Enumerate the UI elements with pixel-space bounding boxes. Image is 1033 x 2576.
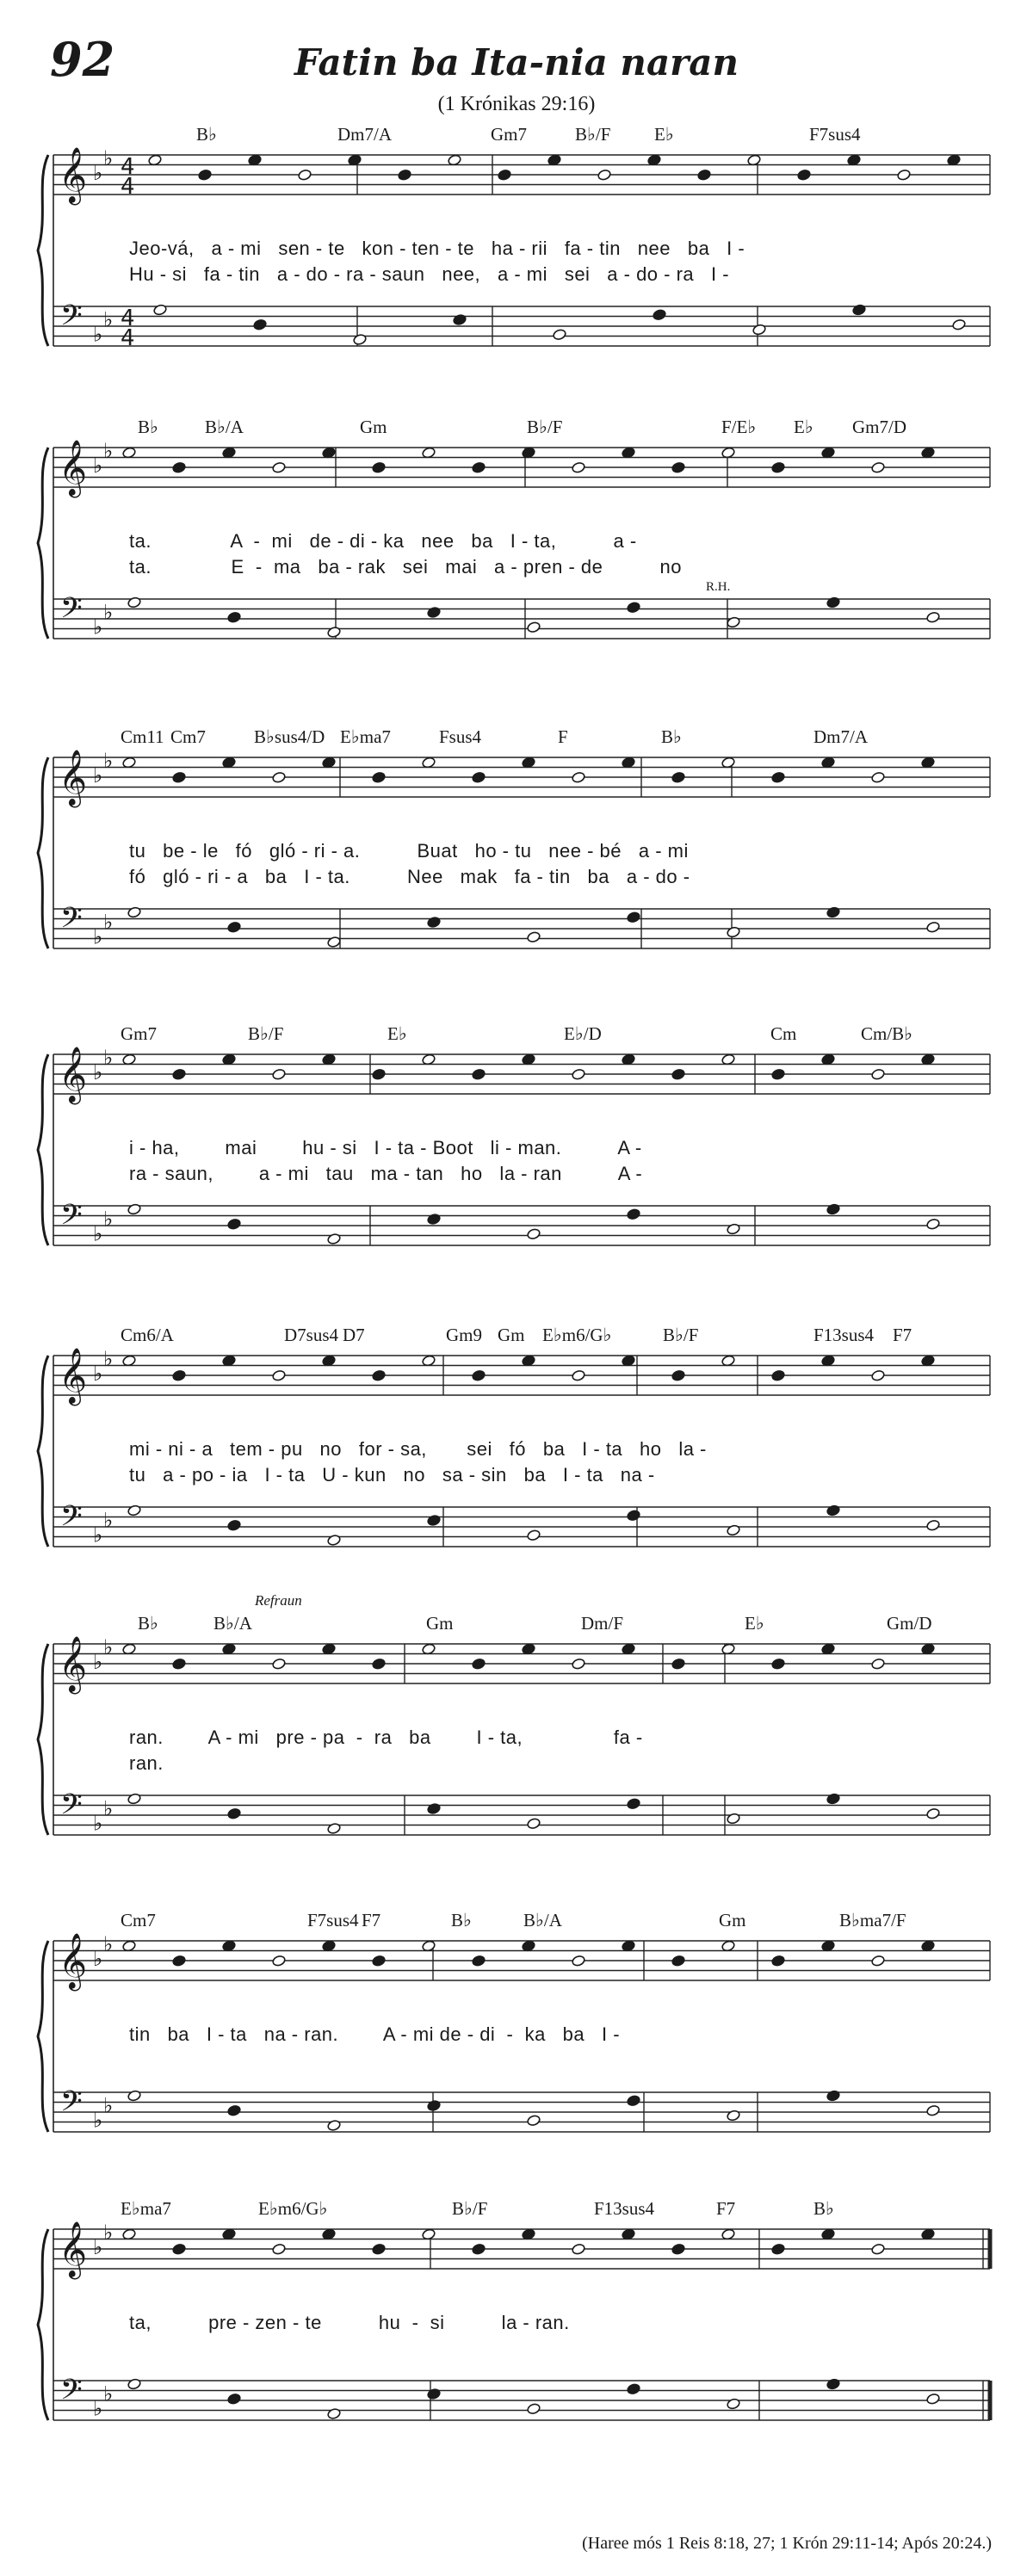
note-head xyxy=(926,2393,941,2405)
note-head xyxy=(553,329,567,341)
chord-symbol: Gm9 xyxy=(446,1325,482,1345)
note-head xyxy=(627,1208,641,1220)
bass-clef-icon: 𝄢 xyxy=(60,1788,83,1828)
note-head xyxy=(627,602,641,614)
key-flat-icon: ♭ xyxy=(103,438,114,463)
note-head xyxy=(826,906,841,918)
music-system xyxy=(0,1325,1033,1631)
note-head xyxy=(771,771,786,783)
note-head xyxy=(272,2243,287,2255)
key-flat-icon: ♭ xyxy=(93,2108,103,2133)
note-head xyxy=(897,169,912,181)
key-flat-icon: ♭ xyxy=(93,1060,103,1084)
chord-symbol: F13sus4 xyxy=(594,2198,655,2219)
note-head xyxy=(926,1807,941,1819)
brace xyxy=(38,757,48,948)
chord-symbol: Gm7 xyxy=(121,1023,157,1044)
note-head xyxy=(871,2243,886,2255)
brace xyxy=(38,1054,48,1245)
chord-symbol: F13sus4 xyxy=(813,1325,875,1345)
note-head xyxy=(327,1534,342,1546)
note-head xyxy=(926,1218,941,1230)
note-head xyxy=(372,1369,387,1381)
note-head xyxy=(671,1658,686,1670)
note-head xyxy=(572,2243,586,2255)
note-head xyxy=(727,926,741,938)
lyric-line-2: tu a - po - ia I - ta U - kun no sa - sin ba I - ta na - xyxy=(129,1464,655,1486)
note-head xyxy=(372,1068,387,1080)
brace xyxy=(38,1356,48,1547)
lyric-line-1: ran. A - mi pre - pa - ra ba I - ta, fa - xyxy=(129,1727,643,1748)
lyric-line-1: tin ba I - ta na - ran. A - mi de - di - ka ba I - xyxy=(129,2023,621,2045)
time-signature-bottom: 4 xyxy=(121,325,135,351)
bass-clef-icon: 𝄢 xyxy=(60,902,83,942)
note-head xyxy=(327,2119,342,2131)
chord-symbol: F/E♭ xyxy=(721,417,757,437)
brace xyxy=(38,2229,48,2420)
note-head xyxy=(327,936,342,948)
key-flat-icon: ♭ xyxy=(93,763,103,788)
chord-symbol: B♭sus4/D xyxy=(254,726,325,747)
song-title: Fatin ba Ita-nia naran xyxy=(294,41,739,83)
chord-symbol: B♭/F xyxy=(663,1325,699,1345)
treble-clef-icon: 𝄞 xyxy=(59,1933,88,1989)
chord-symbol: Cm7 xyxy=(121,1910,156,1930)
staff-system-graphic xyxy=(0,1915,1033,2199)
staff-system-graphic xyxy=(0,2203,1033,2487)
note-head xyxy=(671,771,686,783)
note-head xyxy=(653,309,667,321)
note-head xyxy=(498,169,512,181)
note-head xyxy=(272,1658,287,1670)
chord-symbol: Dm/F xyxy=(581,1613,624,1634)
chord-symbol: E♭ xyxy=(387,1023,407,1044)
note-head xyxy=(527,1228,541,1240)
note-head xyxy=(398,169,412,181)
key-flat-icon: ♭ xyxy=(93,1650,103,1674)
chord-symbol: Cm6/A xyxy=(121,1325,174,1345)
chord-symbol: Gm/D xyxy=(887,1613,932,1634)
note-head xyxy=(472,1955,486,1967)
music-system xyxy=(0,1592,1033,1919)
key-flat-icon: ♭ xyxy=(93,1523,103,1547)
note-head xyxy=(272,1068,287,1080)
time-signature-bottom: 4 xyxy=(121,174,135,200)
key-flat-icon: ♭ xyxy=(103,1207,114,1232)
note-head xyxy=(427,2388,442,2400)
note-head xyxy=(172,2243,187,2255)
key-flat-icon: ♭ xyxy=(103,1931,114,1956)
chord-symbol: E♭ xyxy=(654,124,674,145)
note-head xyxy=(327,2407,342,2419)
chord-symbol: E♭ xyxy=(745,1613,764,1634)
lyric-line-2: fó gló - ri - a ba I - ta. Nee mak fa - tin ba a - do - xyxy=(129,866,690,887)
chord-symbol: E♭ xyxy=(794,417,813,437)
note-head xyxy=(871,461,886,473)
chord-symbol: Fsus4 xyxy=(439,726,482,747)
note-head xyxy=(172,1955,187,1967)
note-head xyxy=(127,906,142,918)
lyric-line-1: Jeo-vá, a - mi sen - te kon - ten - te ha - rii fa - tin nee ba I - xyxy=(129,238,745,259)
brace xyxy=(38,155,48,346)
note-head xyxy=(727,2398,741,2410)
scripture-reference: (1 Krónikas 29:16) xyxy=(437,93,596,115)
note-head xyxy=(527,621,541,633)
lyric-line-1: tu be - le fó gló - ri - a. Buat ho - tu nee - bé a - mi xyxy=(129,840,689,862)
note-head xyxy=(871,1369,886,1381)
note-head xyxy=(727,1524,741,1536)
note-head xyxy=(427,1514,442,1526)
key-flat-icon: ♭ xyxy=(103,910,114,935)
note-head xyxy=(272,771,287,783)
note-head xyxy=(572,1955,586,1967)
note-head xyxy=(727,1223,741,1235)
chord-symbol: E♭m6/G♭ xyxy=(542,1325,612,1345)
lyric-line-2: Hu - si fa - tin a - do - ra - saun nee, a - mi sei a - do - ra I - xyxy=(129,263,730,285)
key-flat-icon: ♭ xyxy=(93,1811,103,1836)
chord-symbol: E♭m6/G♭ xyxy=(258,2198,328,2219)
key-flat-icon: ♭ xyxy=(103,1346,114,1371)
music-system xyxy=(0,124,1033,430)
note-head xyxy=(527,2115,541,2127)
note-head xyxy=(227,1807,242,1819)
note-head xyxy=(926,611,941,623)
chord-symbol: B♭/F xyxy=(527,417,563,437)
note-head xyxy=(427,606,442,618)
note-head xyxy=(797,169,812,181)
note-head xyxy=(227,2104,242,2116)
lyric-line-2: ta. E - ma ba - rak sei mai a - pren - de no xyxy=(129,556,682,578)
note-head xyxy=(127,2090,142,2102)
key-flat-icon: ♭ xyxy=(93,2396,103,2421)
chord-symbol: Gm xyxy=(498,1325,525,1345)
chord-symbol: F7 xyxy=(362,1910,381,1930)
key-flat-icon: ♭ xyxy=(93,1947,103,1971)
chord-symbol: Gm7/D xyxy=(852,417,906,437)
chord-symbol: Gm xyxy=(426,1613,454,1634)
note-head xyxy=(727,616,741,628)
key-flat-icon: ♭ xyxy=(103,748,114,773)
note-head xyxy=(172,1658,187,1670)
chord-symbol: B♭ xyxy=(138,417,158,437)
chord-symbol: Gm xyxy=(719,1910,746,1930)
chord-symbol: B♭/F xyxy=(575,124,611,145)
note-head xyxy=(172,771,187,783)
note-head xyxy=(372,771,387,783)
note-head xyxy=(298,169,312,181)
note-head xyxy=(826,596,841,608)
chord-symbol: B♭ xyxy=(813,2198,834,2219)
note-head xyxy=(372,1658,387,1670)
note-head xyxy=(153,304,168,316)
note-head xyxy=(427,2099,442,2111)
music-system xyxy=(0,2198,1033,2505)
key-flat-icon: ♭ xyxy=(93,1362,103,1386)
key-flat-icon: ♭ xyxy=(93,1221,103,1246)
key-flat-icon: ♭ xyxy=(103,2381,114,2406)
note-head xyxy=(372,2243,387,2255)
treble-clef-icon: 𝄞 xyxy=(59,1348,88,1404)
note-head xyxy=(597,169,612,181)
key-flat-icon: ♭ xyxy=(93,615,103,639)
note-head xyxy=(372,461,387,473)
note-head xyxy=(472,771,486,783)
key-flat-icon: ♭ xyxy=(103,1508,114,1533)
note-head xyxy=(272,461,287,473)
note-head xyxy=(172,1369,187,1381)
note-head xyxy=(253,318,268,330)
note-head xyxy=(227,2393,242,2405)
note-head xyxy=(671,1955,686,1967)
note-head xyxy=(327,626,342,638)
key-flat-icon: ♭ xyxy=(103,145,114,170)
note-head xyxy=(926,921,941,933)
note-head xyxy=(826,1203,841,1215)
key-flat-icon: ♭ xyxy=(93,924,103,949)
note-head xyxy=(572,1658,586,1670)
bass-clef-icon: 𝄢 xyxy=(60,2085,83,2125)
chord-symbol: E♭ma7 xyxy=(121,2198,171,2219)
chord-symbol: Cm xyxy=(770,1023,797,1044)
note-head xyxy=(727,1813,741,1825)
chord-symbol: Cm7 xyxy=(170,726,206,747)
note-head xyxy=(871,1955,886,1967)
treble-clef-icon: 𝄞 xyxy=(59,1047,88,1103)
lyric-line-1: ta, pre - zen - te hu - si la - ran. xyxy=(129,2312,570,2333)
treble-clef-icon: 𝄞 xyxy=(59,147,88,203)
chord-symbol: Dm7/A xyxy=(813,726,868,747)
note-head xyxy=(472,1658,486,1670)
note-head xyxy=(627,1798,641,1810)
note-head xyxy=(852,304,867,316)
note-head xyxy=(172,1068,187,1080)
key-flat-icon: ♭ xyxy=(103,2220,114,2245)
music-system xyxy=(0,1910,1033,2216)
chord-symbol: Dm7/A xyxy=(337,124,392,145)
note-head xyxy=(127,596,142,608)
key-flat-icon: ♭ xyxy=(103,307,114,332)
note-head xyxy=(671,461,686,473)
note-head xyxy=(327,1822,342,1834)
bass-clef-icon: 𝄢 xyxy=(60,592,83,632)
note-head xyxy=(472,461,486,473)
key-flat-icon: ♭ xyxy=(103,600,114,625)
note-head xyxy=(227,1218,242,1230)
time-signature-top: 4 xyxy=(121,154,135,180)
chord-symbol: B♭ xyxy=(196,124,217,145)
chord-symbol: D7sus4 xyxy=(284,1325,339,1345)
note-head xyxy=(771,1369,786,1381)
chord-symbol: B♭ xyxy=(451,1910,472,1930)
music-system xyxy=(0,1023,1033,1330)
note-head xyxy=(826,2378,841,2390)
lyric-line-1: mi - ni - a tem - pu no for - sa, sei fó ba I - ta ho la - xyxy=(129,1438,707,1460)
note-head xyxy=(472,1369,486,1381)
chord-symbol: B♭/A xyxy=(213,1613,252,1634)
chord-symbol: B♭/A xyxy=(523,1910,562,1930)
note-head xyxy=(752,324,767,336)
note-head xyxy=(198,169,213,181)
note-head xyxy=(926,2104,941,2116)
music-system xyxy=(0,726,1033,1033)
chord-symbol: E♭ma7 xyxy=(340,726,391,747)
key-flat-icon: ♭ xyxy=(93,161,103,185)
bass-clef-icon: 𝄢 xyxy=(60,1500,83,1540)
treble-clef-icon: 𝄞 xyxy=(59,2221,88,2277)
note-head xyxy=(327,1232,342,1245)
treble-clef-icon: 𝄞 xyxy=(59,440,88,496)
note-head xyxy=(671,1369,686,1381)
bass-clef-icon: 𝄢 xyxy=(60,1199,83,1239)
note-head xyxy=(527,1818,541,1830)
note-head xyxy=(771,1658,786,1670)
note-head xyxy=(227,611,242,623)
note-head xyxy=(871,1068,886,1080)
chord-symbol: D7 xyxy=(343,1325,365,1345)
chord-symbol: B♭/A xyxy=(205,417,244,437)
lyric-line-2: ran. xyxy=(129,1752,164,1774)
note-head xyxy=(572,771,586,783)
note-head xyxy=(527,1529,541,1541)
note-head xyxy=(527,931,541,943)
note-head xyxy=(627,2095,641,2107)
chord-symbol: B♭/F xyxy=(452,2198,488,2219)
hymn-number: 92 xyxy=(50,32,115,87)
bass-clef-icon: 𝄢 xyxy=(60,300,83,339)
note-head xyxy=(127,2378,142,2390)
bass-clef-icon: 𝄢 xyxy=(60,2374,83,2413)
key-flat-icon: ♭ xyxy=(103,1796,114,1821)
note-head xyxy=(227,921,242,933)
chord-symbol: B♭ xyxy=(661,726,682,747)
note-head xyxy=(272,1369,287,1381)
key-flat-icon: ♭ xyxy=(93,322,103,347)
note-head xyxy=(127,1793,142,1805)
note-head xyxy=(572,461,586,473)
chord-symbol: F7 xyxy=(893,1325,912,1345)
note-head xyxy=(172,461,187,473)
note-head xyxy=(826,1504,841,1517)
chord-symbol: Cm11 xyxy=(121,726,164,747)
brace xyxy=(38,448,48,639)
note-head xyxy=(127,1203,142,1215)
note-head xyxy=(671,1068,686,1080)
note-head xyxy=(453,313,467,325)
note-head xyxy=(353,333,368,345)
chord-symbol: Cm/B♭ xyxy=(861,1023,913,1044)
note-head xyxy=(771,1955,786,1967)
chord-symbol: B♭ma7/F xyxy=(839,1910,906,1930)
note-head xyxy=(826,1793,841,1805)
note-head xyxy=(272,1955,287,1967)
key-flat-icon: ♭ xyxy=(93,454,103,478)
note-head xyxy=(697,169,712,181)
note-head xyxy=(871,1658,886,1670)
chord-symbol: F xyxy=(558,726,568,747)
note-head xyxy=(771,461,786,473)
note-head xyxy=(771,1068,786,1080)
note-head xyxy=(227,1519,242,1531)
key-flat-icon: ♭ xyxy=(93,2235,103,2259)
chord-symbol: Gm7 xyxy=(491,124,527,145)
music-system xyxy=(0,417,1033,723)
note-head xyxy=(127,1504,142,1517)
chord-symbol: E♭/D xyxy=(564,1023,602,1044)
note-head xyxy=(572,1068,586,1080)
note-head xyxy=(372,1955,387,1967)
lyric-line-1: i - ha, mai hu - si I - ta - Boot li - man. A - xyxy=(129,1137,642,1158)
note-head xyxy=(771,2243,786,2255)
chord-symbol: F7sus4 xyxy=(307,1910,359,1930)
note-head xyxy=(871,771,886,783)
note-head xyxy=(527,2403,541,2415)
note-head xyxy=(671,2243,686,2255)
key-flat-icon: ♭ xyxy=(103,1045,114,1070)
note-head xyxy=(727,2110,741,2122)
refrain-marking: Refraun xyxy=(255,1592,302,1609)
lyric-line-1: ta. A - mi de - di - ka nee ba I - ta, a - xyxy=(129,530,637,552)
note-head xyxy=(826,2090,841,2102)
chord-symbol: F7sus4 xyxy=(809,124,861,145)
note-head xyxy=(427,1802,442,1814)
brace xyxy=(38,1941,48,2132)
chord-symbol: B♭/F xyxy=(248,1023,284,1044)
note-head xyxy=(952,318,967,330)
note-head xyxy=(627,911,641,924)
treble-clef-icon: 𝄞 xyxy=(59,750,88,806)
right-hand-marking: R.H. xyxy=(706,580,731,594)
treble-clef-icon: 𝄞 xyxy=(59,1636,88,1692)
key-flat-icon: ♭ xyxy=(103,2093,114,2118)
time-signature-top: 4 xyxy=(121,306,135,331)
note-head xyxy=(472,2243,486,2255)
note-head xyxy=(627,1510,641,1522)
note-head xyxy=(427,916,442,928)
note-head xyxy=(627,2383,641,2395)
note-head xyxy=(572,1369,586,1381)
lyric-line-2: ra - saun, a - mi tau ma - tan ho la - ran A - xyxy=(129,1163,643,1184)
note-head xyxy=(427,1213,442,1225)
chord-symbol: Gm xyxy=(360,417,387,437)
note-head xyxy=(926,1519,941,1531)
brace xyxy=(38,1644,48,1835)
footer-references: (Haree mós 1 Reis 8:18, 27; 1 Krón 29:11-14; Após 20:24.) xyxy=(582,2534,992,2553)
key-flat-icon: ♭ xyxy=(103,1634,114,1659)
note-head xyxy=(472,1068,486,1080)
chord-symbol: B♭ xyxy=(138,1613,158,1634)
chord-symbol: F7 xyxy=(716,2198,736,2219)
